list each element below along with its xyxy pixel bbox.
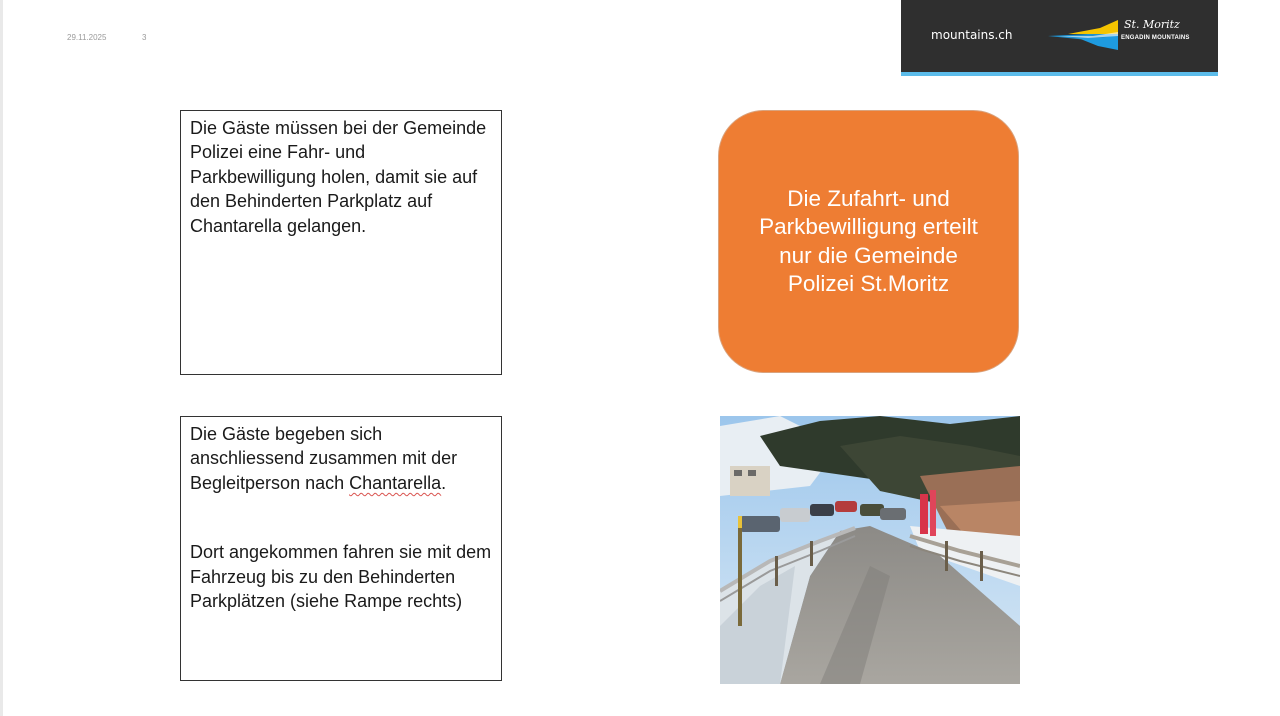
header-site-link[interactable]: mountains.ch: [931, 28, 1013, 42]
arrival-paragraph-1: [190, 422, 492, 495]
slide-page-number: 3: [142, 33, 147, 42]
callout-police-permit: [718, 110, 1019, 373]
slide-edge: [0, 0, 3, 716]
header-stripe: [901, 72, 1218, 76]
arrival-text-prefix: Die Gäste begeben sich anschliessend zusammen mit der Begleitperson nach: [190, 424, 458, 493]
ramp-photo-image: [720, 416, 1020, 684]
paragraph-gap: [190, 495, 492, 540]
slide-date: 29.11.2025: [67, 33, 107, 42]
callout-text: Die Zufahrt- und Parkbewilligung erteilt nur die Gemeinde Polizei St.Moritz: [759, 185, 978, 296]
arrival-text-suffix: .: [441, 472, 447, 493]
textbox-arrival-info: [180, 416, 502, 681]
arrival-paragraph-2: Dort angekommen fahren sie mit dem Fahrzeug bis zu den Behinderten Parkplätzen (siehe Rampe rechts): [190, 542, 492, 612]
place-name-chantarella: Chantarella: [349, 472, 442, 493]
ramp-photo: [720, 416, 1020, 684]
logo-subtitle: ENGADIN MOUNTAINS: [1121, 35, 1190, 41]
logo-script: St. Moritz: [1124, 18, 1180, 31]
textbox-permit-info: Die Gäste müssen bei der Gemeinde Polizei eine Fahr- und Parkbewilligung holen, damit sie auf den Behinderten Parkplatz auf Chantarella gelangen.: [180, 110, 502, 375]
